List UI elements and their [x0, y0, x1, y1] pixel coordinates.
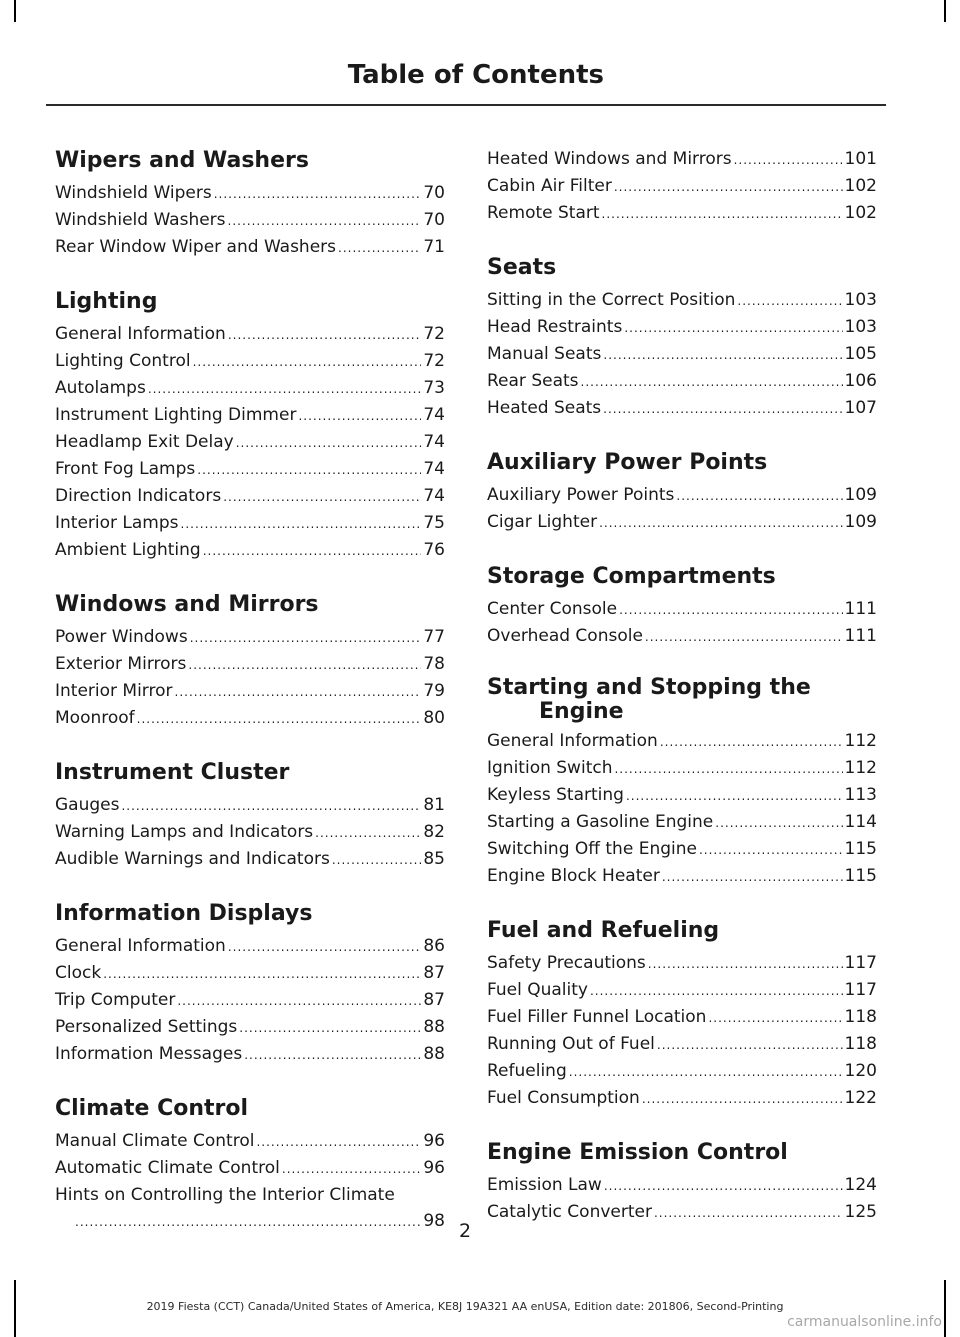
- toc-entry-title: Auxiliary Power Points: [487, 485, 675, 505]
- toc-leader-dots: [177, 988, 421, 1014]
- toc-leader-dots: [203, 538, 422, 564]
- toc-entry[interactable]: [55, 651, 445, 678]
- toc-leader-dots: [603, 396, 842, 422]
- toc-entry-page: 88: [423, 1017, 445, 1037]
- toc-entry-title: Clock: [55, 963, 102, 983]
- toc-section-heading: Instrument Cluster: [55, 760, 290, 785]
- toc-entry[interactable]: [55, 960, 445, 987]
- toc-leader-dots: [282, 1156, 421, 1182]
- toc-entry-title: Front Fog Lamps: [55, 459, 196, 479]
- toc-entry-page: 78: [423, 654, 445, 674]
- toc-entry[interactable]: [55, 510, 445, 537]
- toc-entry-page: 106: [844, 371, 877, 391]
- toc-entry[interactable]: [487, 173, 877, 200]
- toc-entry[interactable]: [55, 234, 445, 261]
- toc-entry-title: Heated Seats: [487, 398, 602, 418]
- toc-entry-title: Sitting in the Correct Position: [487, 290, 736, 310]
- toc-entry[interactable]: [487, 395, 877, 422]
- toc-entry-title: Instrument Lighting Dimmer: [55, 405, 297, 425]
- toc-entry[interactable]: [55, 321, 445, 348]
- toc-entry[interactable]: [55, 792, 445, 819]
- toc-leader-dots: [602, 201, 843, 227]
- toc-entry-page: 112: [844, 731, 877, 751]
- toc-entry-title: Catalytic Converter: [487, 1202, 652, 1222]
- toc-entry-page: 74: [423, 459, 445, 479]
- toc-entry-page: 70: [423, 183, 445, 203]
- toc-entry[interactable]: [55, 375, 445, 402]
- toc-section-heading: Storage Compartments: [487, 564, 776, 589]
- toc-leader-dots: [121, 793, 421, 819]
- toc-leader-dots: [715, 810, 842, 836]
- toc-entry-page: 103: [844, 317, 877, 337]
- toc-entry-title: Refueling: [487, 1061, 567, 1081]
- toc-section: [55, 758, 445, 873]
- toc-leader-dots: [188, 652, 421, 678]
- toc-entry-title: Interior Mirror: [55, 681, 173, 701]
- toc-section-heading: Fuel and Refueling: [487, 918, 720, 943]
- toc-left-column: [55, 146, 445, 1235]
- toc-entry-title: Information Messages: [55, 1044, 243, 1064]
- toc-entry-page: 77: [423, 627, 445, 647]
- toc-entry-page: 79: [423, 681, 445, 701]
- toc-entry-page: 117: [844, 980, 877, 1000]
- toc-leader-dots: [645, 624, 843, 650]
- toc-entry-page: 117: [844, 953, 877, 973]
- toc-leader-dots: [581, 369, 843, 395]
- toc-entry[interactable]: [55, 483, 445, 510]
- toc-entry-page: 86: [423, 936, 445, 956]
- toc-leader-dots: [737, 288, 842, 314]
- toc-entry[interactable]: [487, 200, 877, 227]
- toc-section: [487, 562, 877, 650]
- toc-entry-page: 96: [423, 1131, 445, 1151]
- toc-entry-page: 115: [844, 866, 877, 886]
- toc-leader-dots: [197, 457, 421, 483]
- toc-section: [55, 899, 445, 1068]
- toc-entry-title: Autolamps: [55, 378, 146, 398]
- toc-entry-page: 85: [423, 849, 445, 869]
- toc-entry-title: Trip Computer: [55, 990, 176, 1010]
- toc-entry[interactable]: [55, 846, 445, 873]
- toc-entry[interactable]: [487, 287, 877, 314]
- toc-entry-title: Personalized Settings: [55, 1017, 238, 1037]
- toc-entry[interactable]: [55, 1041, 445, 1068]
- toc-entry[interactable]: [487, 341, 877, 368]
- toc-leader-dots: [624, 315, 842, 341]
- toc-entry-title: Ambient Lighting: [55, 540, 201, 560]
- toc-entry-title: Center Console: [487, 599, 618, 619]
- toc-leader-dots: [626, 783, 843, 809]
- toc-leader-dots: [660, 729, 843, 755]
- toc-leader-dots: [256, 1129, 421, 1155]
- toc-section-heading: [487, 676, 877, 724]
- toc-entry[interactable]: [55, 207, 445, 234]
- toc-entry-title: Fuel Consumption: [487, 1088, 640, 1108]
- toc-entry-page: 74: [423, 405, 445, 425]
- toc-entry-page: 105: [844, 344, 877, 364]
- toc-entry-title: Headlamp Exit Delay: [55, 432, 234, 452]
- toc-entry-page: 72: [423, 351, 445, 371]
- toc-section-heading: Seats: [487, 255, 557, 280]
- toc-entry-title: Switching Off the Engine: [487, 839, 697, 859]
- toc-entry-title: Automatic Climate Control: [55, 1158, 280, 1178]
- toc-entry-title: General Information: [55, 324, 226, 344]
- toc-entry-page: 103: [844, 290, 877, 310]
- toc-leader-dots: [590, 978, 843, 1004]
- toc-entry-page: 74: [423, 432, 445, 452]
- toc-entry[interactable]: [55, 819, 445, 846]
- toc-entry-title: Head Restraints: [487, 317, 623, 337]
- toc-entry-title: Interior Lamps: [55, 513, 179, 533]
- toc-section: [55, 287, 445, 564]
- crop-mark-bottom-right: [944, 1280, 946, 1337]
- toc-entry-title: Manual Climate Control: [55, 1131, 255, 1151]
- toc-entry-page: 73: [423, 378, 445, 398]
- toc-entry-title: Exterior Mirrors: [55, 654, 187, 674]
- toc-entry-title: General Information: [487, 731, 658, 751]
- toc-entry-page: 102: [844, 203, 877, 223]
- toc-entry[interactable]: [487, 950, 877, 977]
- toc-section: [55, 590, 445, 732]
- toc-leader-dots: [642, 1086, 843, 1112]
- toc-entry[interactable]: [487, 509, 877, 536]
- toc-entry[interactable]: [55, 537, 445, 564]
- toc-entry-title: General Information: [55, 936, 226, 956]
- toc-entry-page: 120: [844, 1061, 877, 1081]
- toc-entry[interactable]: [55, 180, 445, 207]
- toc-entry-page: 122: [844, 1088, 877, 1108]
- toc-right-column: [487, 146, 877, 1252]
- toc-entry-title: Windshield Washers: [55, 210, 226, 230]
- toc-entry[interactable]: [55, 624, 445, 651]
- toc-entry-title: Engine Block Heater: [487, 866, 660, 886]
- toc-entry[interactable]: [487, 977, 877, 1004]
- toc-entry-page: 70: [423, 210, 445, 230]
- toc-leader-dots: [699, 837, 843, 863]
- toc-leader-dots: [569, 1059, 843, 1085]
- crop-mark-top-right: [944, 0, 946, 22]
- toc-entry-title: Warning Lamps and Indicators: [55, 822, 314, 842]
- toc-entry[interactable]: [487, 314, 877, 341]
- toc-leader-dots: [239, 1015, 421, 1041]
- toc-leader-dots: [228, 208, 422, 234]
- toc-entry[interactable]: [487, 836, 877, 863]
- toc-section-heading: Lighting: [55, 289, 158, 314]
- toc-entry-page: 112: [844, 758, 877, 778]
- header-rule: [46, 104, 886, 106]
- toc-leader-dots: [236, 430, 422, 456]
- toc-entry-page: 87: [423, 990, 445, 1010]
- toc-entry-title: Starting a Gasoline Engine: [487, 812, 714, 832]
- page-number: 2: [458, 1220, 472, 1242]
- toc-entry-title: Keyless Starting: [487, 785, 624, 805]
- toc-entry-title: Power Windows: [55, 627, 188, 647]
- toc-leader-dots: [190, 625, 422, 651]
- toc-leader-dots: [244, 1042, 421, 1068]
- toc-leader-dots: [676, 483, 842, 509]
- toc-entry-page: 81: [423, 795, 445, 815]
- toc-leader-dots: [103, 961, 421, 987]
- toc-section: [487, 676, 877, 890]
- toc-entry-page: 74: [423, 486, 445, 506]
- toc-leader-dots: [137, 706, 422, 732]
- toc-section-heading-line2: Engine: [539, 699, 624, 724]
- toc-entry-page: 88: [423, 1044, 445, 1064]
- toc-leader-dots: [228, 934, 422, 960]
- toc-entry-page: 76: [423, 540, 445, 560]
- toc-entry[interactable]: [487, 623, 877, 650]
- toc-leader-dots: [148, 376, 422, 402]
- toc-leader-dots: [619, 597, 842, 623]
- toc-entry[interactable]: [55, 348, 445, 375]
- watermark-logo: carmanualsonline.info: [787, 1314, 942, 1330]
- toc-section-heading: Climate Control: [55, 1096, 249, 1121]
- toc-entry-page: 101: [844, 149, 877, 169]
- toc-entry[interactable]: [55, 933, 445, 960]
- toc-entry-title: Cigar Lighter: [487, 512, 598, 532]
- toc-entry[interactable]: [55, 1128, 445, 1155]
- toc-entry[interactable]: [487, 1085, 877, 1112]
- toc-leader-dots: [599, 510, 842, 536]
- toc-entry-title: Heated Windows and Mirrors: [487, 149, 732, 169]
- toc-leader-dots: [338, 235, 421, 261]
- toc-entry-title: Fuel Filler Funnel Location: [487, 1007, 707, 1027]
- toc-entry-page: 111: [844, 626, 877, 646]
- toc-entry-title: Overhead Console: [487, 626, 643, 646]
- toc-section-heading: Wipers and Washers: [55, 148, 309, 173]
- toc-entry[interactable]: [487, 1004, 877, 1031]
- toc-entry-title: Windshield Wipers: [55, 183, 212, 203]
- toc-entry-title: Direction Indicators: [55, 486, 222, 506]
- toc-entry[interactable]: [487, 596, 877, 623]
- toc-leader-dots: [175, 679, 422, 705]
- toc-leader-dots: [614, 756, 842, 782]
- footer-edition-info: 2019 Fiesta (CCT) Canada/United States of America, KE8J 19A321 AA enUSA, Edition date: 201806, Second-Printing: [146, 1300, 784, 1313]
- toc-leader-dots: [193, 349, 422, 375]
- toc-leader-dots: [228, 322, 422, 348]
- toc-leader-dots: [603, 342, 842, 368]
- toc-entry[interactable]: [55, 705, 445, 732]
- toc-section: [487, 253, 877, 422]
- toc-entry[interactable]: [55, 1014, 445, 1041]
- toc-entry-page: 107: [844, 398, 877, 418]
- toc-entry-title: Ignition Switch: [487, 758, 613, 778]
- toc-leader-dots: [662, 864, 843, 890]
- toc-entry[interactable]: [487, 782, 877, 809]
- toc-entry[interactable]: [55, 456, 445, 483]
- crop-mark-top-left: [14, 0, 16, 22]
- toc-entry-title: Manual Seats: [487, 344, 602, 364]
- toc-entry[interactable]: [487, 368, 877, 395]
- toc-entry[interactable]: [487, 728, 877, 755]
- toc-entry-page: 98: [423, 1211, 445, 1231]
- toc-entry-page: 82: [423, 822, 445, 842]
- toc-entry[interactable]: [487, 1031, 877, 1058]
- toc-entry-title: Emission Law: [487, 1175, 602, 1195]
- toc-entry-title: Audible Warnings and Indicators: [55, 849, 330, 869]
- toc-leader-dots: [657, 1032, 843, 1058]
- toc-leader-dots: [298, 403, 421, 429]
- toc-entry-page: 113: [844, 785, 877, 805]
- toc-section: [487, 448, 877, 536]
- toc-entry-title: Cabin Air Filter: [487, 176, 612, 196]
- toc-entry-page: 102: [844, 176, 877, 196]
- toc-leader-dots: [614, 174, 843, 200]
- toc-entry[interactable]: [55, 429, 445, 456]
- toc-leader-dots: [604, 1173, 843, 1199]
- toc-entry-page: 118: [844, 1034, 877, 1054]
- toc-section: [487, 916, 877, 1112]
- toc-entry-title: Remote Start: [487, 203, 600, 223]
- toc-section-heading-line1: Starting and Stopping the: [487, 675, 811, 700]
- toc-entry-page: 111: [844, 599, 877, 619]
- toc-leader-dots: [315, 820, 421, 846]
- toc-leader-dots: [214, 181, 422, 207]
- toc-section-heading: Windows and Mirrors: [55, 592, 319, 617]
- toc-entry[interactable]: [487, 482, 877, 509]
- toc-section-heading: Information Displays: [55, 901, 313, 926]
- toc-leader-dots: [734, 147, 843, 173]
- toc-entry-page: 75: [423, 513, 445, 533]
- toc-entry[interactable]: [487, 809, 877, 836]
- toc-entry-page: 118: [844, 1007, 877, 1027]
- toc-entry-title: Fuel Quality: [487, 980, 588, 1000]
- toc-entry-page: 125: [844, 1202, 877, 1222]
- toc-section-heading: Auxiliary Power Points: [487, 450, 768, 475]
- toc-entry-page: 109: [844, 512, 877, 532]
- toc-leader-dots: [708, 1005, 842, 1031]
- toc-entry-title: Safety Precautions: [487, 953, 646, 973]
- toc-entry-title: Moonroof: [55, 708, 135, 728]
- toc-continued-entries: [487, 146, 877, 227]
- toc-entry-title: Hints on Controlling the Interior Climate: [55, 1185, 395, 1205]
- toc-entry-page: 96: [423, 1158, 445, 1178]
- toc-entry[interactable]: [487, 863, 877, 890]
- toc-entry[interactable]: [487, 1058, 877, 1085]
- toc-entry-page: 71: [423, 237, 445, 257]
- toc-entry-page: 80: [423, 708, 445, 728]
- toc-section: [55, 1094, 445, 1235]
- toc-entry-page: 124: [844, 1175, 877, 1195]
- toc-entry[interactable]: [55, 1155, 445, 1182]
- toc-section: [55, 146, 445, 261]
- toc-entry[interactable]: [487, 146, 877, 173]
- toc-entry[interactable]: [55, 402, 445, 429]
- page-title: Table of Contents: [347, 60, 604, 90]
- toc-section: [487, 1138, 877, 1226]
- toc-section-heading: Engine Emission Control: [487, 1140, 788, 1165]
- toc-entry-title: Gauges: [55, 795, 120, 815]
- toc-entry[interactable]: [487, 1172, 877, 1199]
- toc-entry-title: Running Out of Fuel: [487, 1034, 655, 1054]
- toc-entry[interactable]: [55, 678, 445, 705]
- toc-entry-page: 87: [423, 963, 445, 983]
- toc-entry-page: 115: [844, 839, 877, 859]
- toc-leader-dots: [223, 484, 421, 510]
- toc-leader-dots: [648, 951, 843, 977]
- toc-entry-title: Rear Seats: [487, 371, 579, 391]
- toc-entry-title: Rear Window Wiper and Washers: [55, 237, 337, 257]
- toc-entry-page: 109: [844, 485, 877, 505]
- toc-leader-dots: [332, 847, 422, 873]
- toc-entry[interactable]: [487, 755, 877, 782]
- toc-leader-dots: [181, 511, 422, 537]
- toc-entry-page: 72: [423, 324, 445, 344]
- toc-entry-title: Lighting Control: [55, 351, 191, 371]
- toc-entry[interactable]: [55, 987, 445, 1014]
- toc-entry-page: 114: [844, 812, 877, 832]
